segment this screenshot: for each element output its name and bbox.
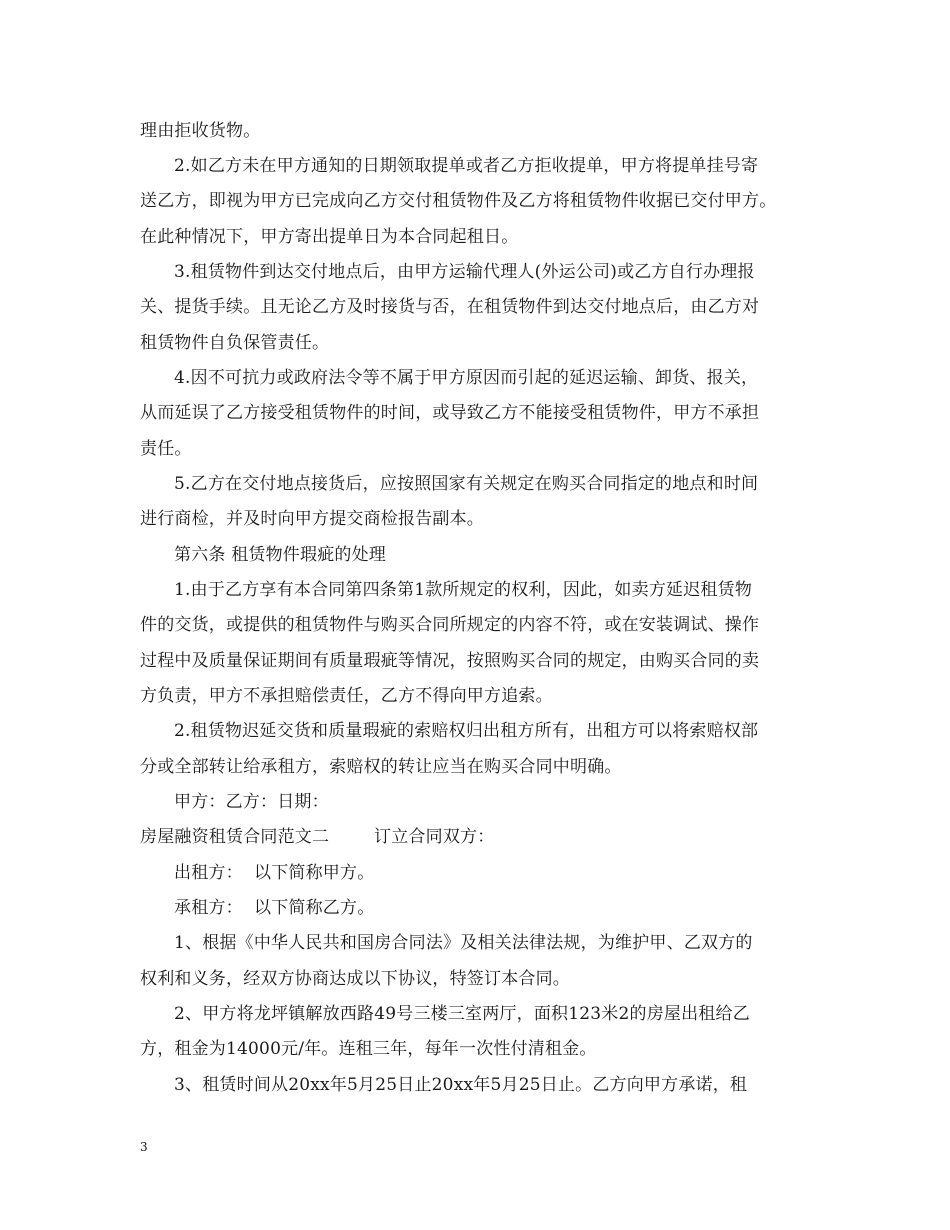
lessor-line: 出租方： 以下简称甲方。 [174,863,375,883]
text-line: 理由拒收货物。 [140,121,261,141]
text-line: 分或全部转让给承租方，索赔权的转让应当在购买合同中明确。 [140,757,622,777]
lessee-line: 承租方： 以下简称乙方。 [174,898,375,918]
text-line: 5.乙方在交付地点接货后，应按照国家有关规定在购买合同指定的地点和时间 [174,474,759,494]
text-line: 3.租赁物件到达交付地点后，由甲方运输代理人(外运公司)或乙方自行办理报 [174,262,755,282]
text-line: 租赁物件自负保管责任。 [140,333,330,353]
section-heading: 第六条 租赁物件瑕疵的处理 [174,545,387,565]
signature-line: 甲方：乙方：日期： [174,792,329,812]
text-line: 1、根据《中华人民共和国房合同法》及相关法律法规，为维护甲、乙双方的 [174,933,753,953]
text-line: 权利和义务，经双方协商达成以下协议，特签订本合同。 [140,969,570,989]
text-line: 在此种情况下，甲方寄出提单日为本合同起租日。 [140,227,519,247]
text-line: 过程中及质量保证期间有质量瑕疵等情况，按照购买合同的规定，由购买合同的卖 [140,651,760,671]
text-line: 2.租赁物迟延交货和质量瑕疵的索赔权归出租方所有，出租方可以将索赔权部 [174,721,759,741]
page-number: 3 [140,1140,148,1154]
text-line: 方负责，甲方不承担赔偿责任，乙方不得向甲方追索。 [140,686,553,706]
text-line: 从而延误了乙方接受租赁物件的时间，或导致乙方不能接受租赁物件，甲方不承担 [140,403,760,423]
text-line: 2、甲方将龙坪镇解放西路49号三楼三室两厅，面积123米2的房屋出租给乙 [174,1004,750,1024]
text-line: 送乙方，即视为甲方已完成向乙方交付租赁物件及乙方将租赁物件收据已交付甲方。 [140,191,777,211]
text-line: 责任。 [140,439,192,459]
text-line: 4.因不可抗力或政府法令等不属于甲方原因而引起的延迟运输、卸货、报关， [174,368,759,388]
text-line: 关、提货手续。且无论乙方及时接货与否，在租赁物件到达交付地点后，由乙方对 [140,297,760,317]
text-line: 2.如乙方未在甲方通知的日期领取提单或者乙方拒收提单，甲方将提单挂号寄 [174,156,759,176]
text-line: 1.由于乙方享有本合同第四条第1款所规定的权利，因此，如卖方延迟租赁物 [174,580,753,600]
contract-title-line: 房屋融资租赁合同范文二 订立合同双方： [140,827,495,847]
text-line: 进行商检，并及时向甲方提交商检报告副本。 [140,509,484,529]
text-line: 件的交货，或提供的租赁物件与购买合同所规定的内容不符，或在安装调试、操作 [140,615,760,635]
text-line: 方，租金为14000元/年。连租三年，每年一次性付清租金。 [140,1039,597,1059]
text-line: 3、租赁时间从20xx年5月25日止20xx年5月25日止。乙方向甲方承诺，租 [174,1075,748,1095]
